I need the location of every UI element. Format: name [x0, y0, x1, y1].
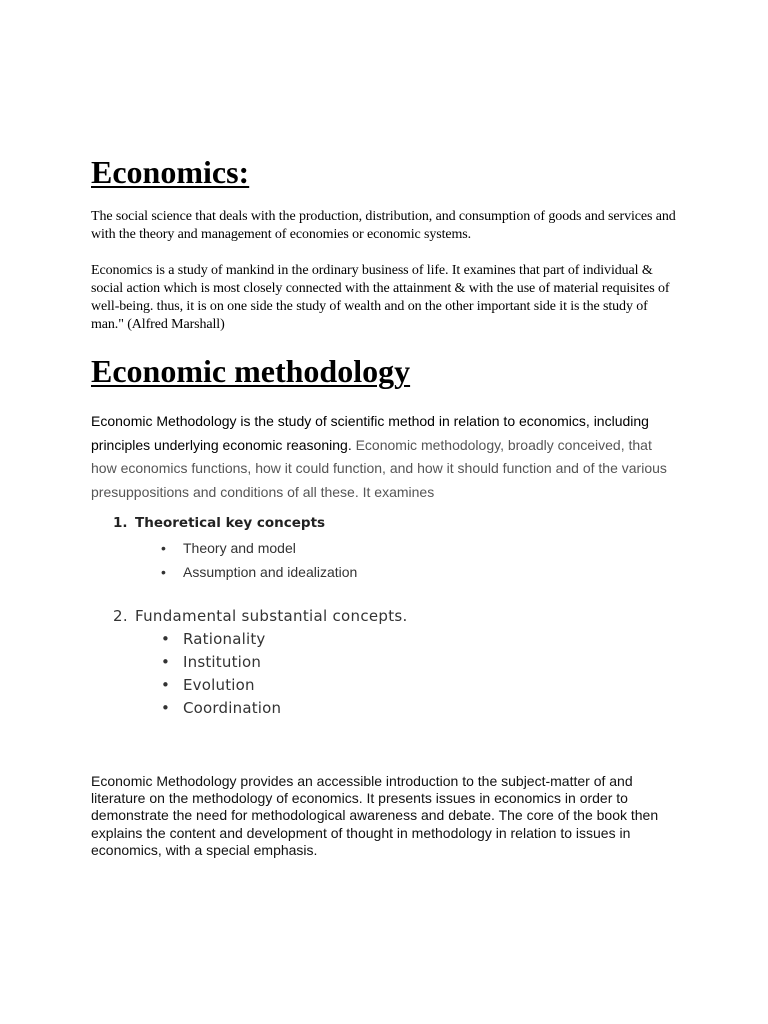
economics-heading: Economics: — [91, 154, 250, 190]
methodology-intro-paragraph — [91, 410, 681, 504]
bullet-icon: • — [161, 699, 171, 717]
list-item: • Evolution — [91, 674, 591, 697]
economic-methodology-heading: Economic methodology — [91, 353, 411, 389]
bullet-icon: • — [161, 564, 166, 580]
theoretical-concepts-heading — [113, 512, 325, 534]
bullet-icon: • — [161, 676, 171, 694]
bullet-icon: • — [161, 540, 166, 556]
marshall-quote-paragraph: Economics is a study of mankind in the ordinary business of life. It examines that part of individual & social action which is most closely connected with the attainment & with the use of material requisites of well-being. thus, it is on one side the study of wealth and on the other important side it is the study of man." (Alfred Marshall) — [91, 263, 670, 332]
substantial-concepts-list — [91, 628, 591, 720]
bullet-icon: • — [161, 653, 171, 671]
list-item: • Institution — [91, 651, 591, 674]
list-item: • Theory and model — [91, 536, 591, 560]
methodology-intro-grey-text: Economic methodology, broadly conceived, that how economics functions, how it could function, and how it should function and of the various presuppositions and conditions of all these. It examines — [91, 436, 667, 500]
economics-definition-paragraph: The social science that deals with the production, distribution, and consumption of goods and services and with the theory and management of economies or economic systems. — [91, 209, 676, 242]
list-title: Theoretical key concepts — [135, 515, 326, 531]
methodology-intro-dark-text: Economic Methodology is the study of scientific method in relation to economics, including principles underlying economic reasoning. — [91, 413, 649, 453]
substantial-concepts-heading — [113, 604, 408, 628]
list-number: 1. — [113, 515, 128, 531]
bullet-icon: • — [161, 630, 171, 648]
list-number: 2. — [113, 607, 128, 625]
list-item: • Assumption and idealization — [91, 560, 591, 584]
theoretical-concepts-list — [91, 536, 591, 584]
closing-paragraph: Economic Methodology provides an accessible introduction to the subject-matter of and literature on the methodology of economics. It presents issues in economics in order to demonstrate the need for methodological awareness and debate. The core of the book then explains the content and development of thought in methodology in relation to issues in economics, with a special emphasis. — [91, 773, 659, 858]
list-item: • Coordination — [91, 697, 591, 720]
list-item: • Rationality — [91, 628, 591, 651]
list-title: Fundamental substantial concepts. — [135, 607, 408, 625]
